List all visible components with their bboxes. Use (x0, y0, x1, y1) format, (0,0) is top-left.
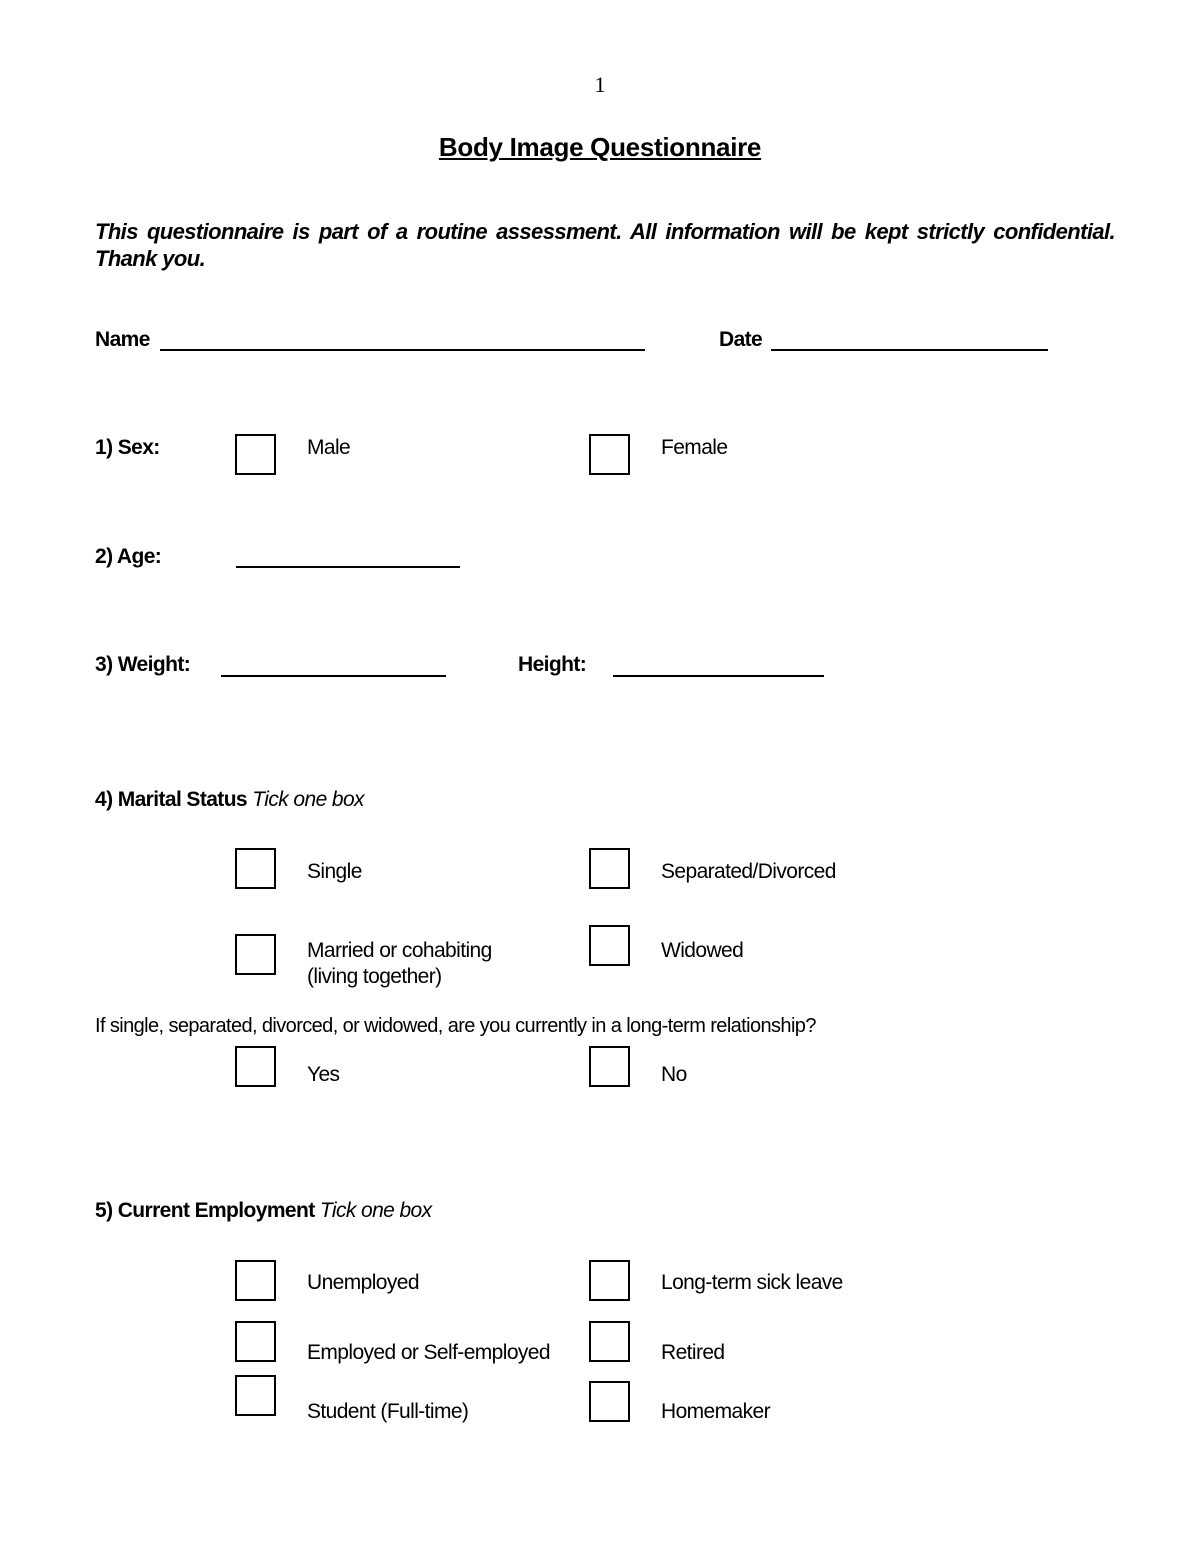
retired-checkbox[interactable] (589, 1321, 630, 1362)
no-option-label: No (661, 1063, 687, 1086)
height-field[interactable] (613, 675, 824, 677)
yes-checkbox[interactable] (235, 1046, 276, 1087)
male-option-label: Male (307, 436, 351, 459)
employed-option-label: Employed or Self-employed (307, 1341, 550, 1364)
unemployed-checkbox[interactable] (235, 1260, 276, 1301)
widowed-option-label: Widowed (661, 939, 744, 962)
female-checkbox[interactable] (589, 434, 630, 475)
long-term-sick-leave-option-label: Long-term sick leave (661, 1271, 843, 1294)
employed-checkbox[interactable] (235, 1321, 276, 1362)
long-term-sick-leave-checkbox[interactable] (589, 1260, 630, 1301)
document-title: Body Image Questionnaire (438, 132, 762, 162)
weight-field[interactable] (221, 675, 446, 677)
female-option-label: Female (661, 436, 728, 459)
age-field[interactable] (236, 566, 460, 568)
married-cohabiting-option-label: Married or cohabiting (307, 939, 492, 962)
date-field[interactable] (771, 349, 1048, 351)
student-checkbox[interactable] (235, 1375, 276, 1416)
no-checkbox[interactable] (589, 1046, 630, 1087)
page-number: 1 (594, 72, 606, 97)
married-cohabiting-option-sublabel: (living together) (307, 965, 442, 988)
separated-divorced-checkbox[interactable] (589, 848, 630, 889)
marital-status-label: 4) Marital Status (95, 788, 248, 811)
relationship-followup-question: If single, separated, divorced, or widowed, are you currently in a long-term relationship? (95, 1015, 816, 1037)
homemaker-checkbox[interactable] (589, 1381, 630, 1422)
student-option-label: Student (Full-time) (307, 1400, 469, 1423)
employment-question-label (95, 1199, 432, 1223)
widowed-checkbox[interactable] (589, 925, 630, 966)
single-checkbox[interactable] (235, 848, 276, 889)
male-checkbox[interactable] (235, 434, 276, 475)
homemaker-option-label: Homemaker (661, 1400, 770, 1423)
date-label: Date (719, 328, 763, 351)
weight-question-label: 3) Weight: (95, 653, 191, 676)
height-label: Height: (518, 653, 587, 676)
unemployed-option-label: Unemployed (307, 1271, 419, 1294)
name-field[interactable] (160, 349, 645, 351)
single-option-label: Single (307, 860, 362, 883)
marital-status-question-label (95, 788, 364, 812)
yes-option-label: Yes (307, 1063, 340, 1086)
intro-text: This questionnaire is part of a routine assessment. All information will be kept strictly confidential. Thank you. (95, 219, 1115, 271)
retired-option-label: Retired (661, 1341, 725, 1364)
marital-status-hint: Tick one box (252, 788, 364, 811)
age-question-label: 2) Age: (95, 545, 162, 568)
name-label: Name (95, 328, 150, 351)
sex-question-label: 1) Sex: (95, 436, 160, 459)
employment-hint: Tick one box (319, 1199, 432, 1222)
separated-divorced-option-label: Separated/Divorced (661, 860, 836, 883)
married-cohabiting-checkbox[interactable] (235, 934, 276, 975)
employment-label: 5) Current Employment (95, 1199, 315, 1222)
